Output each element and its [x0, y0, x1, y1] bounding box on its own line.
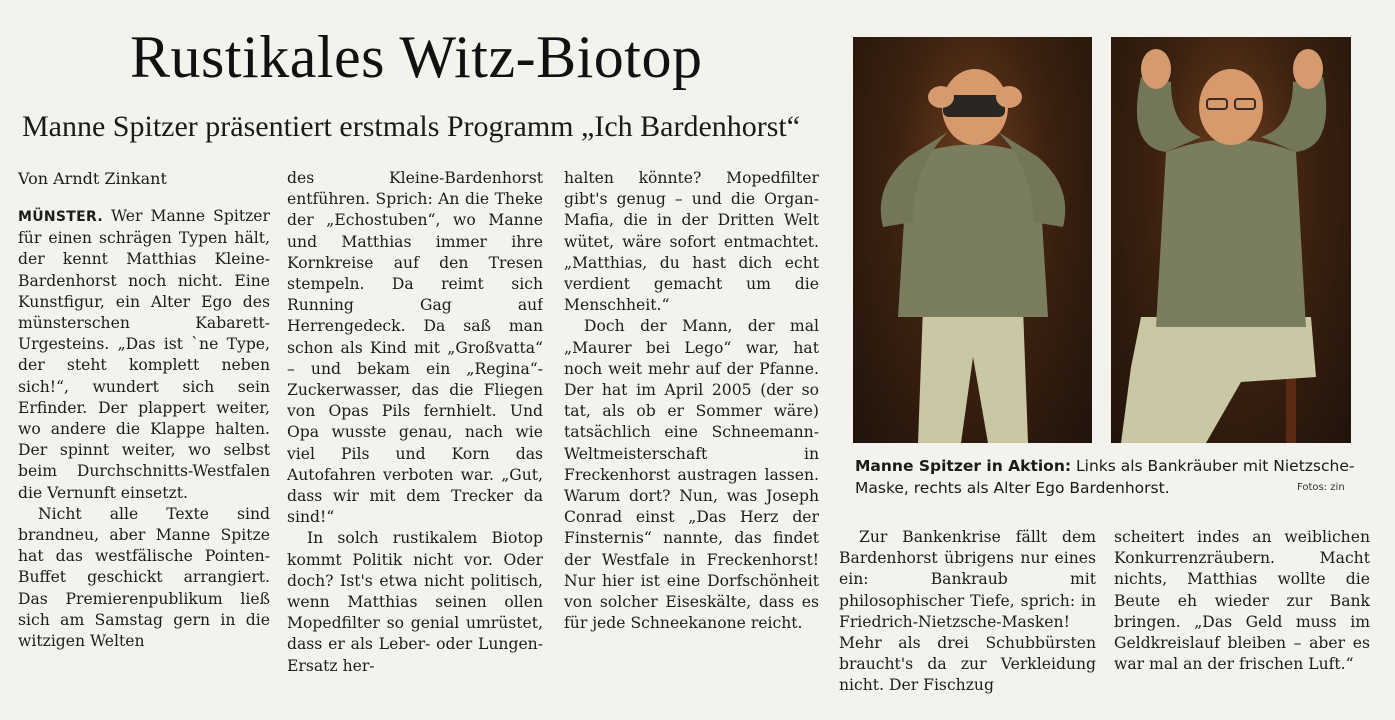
performer-illustration [1111, 37, 1351, 443]
dateline: MÜNSTER. [18, 209, 103, 225]
paragraph [18, 206, 270, 504]
photo-credit: Fotos: zin [1297, 482, 1345, 493]
article-column-1 [18, 206, 270, 706]
article-column-5 [1114, 527, 1370, 712]
subheadline: Manne Spitzer präsentiert erstmals Programm „Ich Bardenhorst“ [22, 110, 801, 143]
paragraph: des Kleine-Bardenhorst entführen. Sprich: An die Theke der „Echostuben“, wo Manne und Matthias immer ihre Kornkreise auf den Tresen stempeln. Da reimt sich Running Gag auf Herrengedeck. Da saß man schon als Kind mit „Großvatta“ – und bekam ein „Regina“-Zuckerwasser, das die Fliegen von Opas Pils fernhielt. Und Opa wusste genau, nach wie viel Pils und Korn das Autofahren verboten war. „Gut, dass wir mit dem Trecker da sind!“ [287, 169, 543, 527]
photo-bank-robber [853, 37, 1092, 443]
paragraph: Nicht alle Texte sind brandneu, aber Manne Spitze hat das westfälische Pointen-Buffet geschickt arrangiert. Das Premierenpublikum ließ sich am Samstag gern in die witzigen Welten [18, 504, 270, 651]
paragraph: Doch der Mann, der mal „Maurer bei Lego“ war, hat noch weit mehr auf der Pfanne. Der hat im April 2005 (der so tat, als ob er Sommer wäre) tatsächlich eine Schneemann-Weltmeisterschaft in Freckenhorst austragen lassen. Warum dort? Nun, was Joseph Conrad einst „Das Herz der Finsternis“ nannte, das findet der Westfale in Freckenhorst! Nur hier ist eine Dorfschönheit von solcher Eiseskälte, dass es für jede Schneekanone reicht. [564, 317, 819, 633]
byline: Von Arndt Zinkant [18, 169, 167, 188]
paragraph: In solch rustikalem Biotop kommt Politik nicht vor. Oder doch? Ist's etwa nicht politisch, wenn Matthias seinen ollen Mopedfilter so genial umrüstet, dass er als Leber- oder Lungen-Ersatz her- [287, 529, 543, 675]
article-column-4 [839, 527, 1096, 712]
paragraph: scheitert indes an weiblichen Konkurrenzräubern. Macht nichts, Matthias wollte die Beute eh wieder zur Bank bringen. „Das Geld muss im Geldkreislauf bleiben – aber es war mal an der frischen Luft.“ [1114, 528, 1370, 674]
caption-text: Links als Bankräuber mit Nietzsche-Maske, rechts als Alter Ego Bardenhorst. [855, 457, 1355, 497]
performer-illustration [853, 37, 1092, 443]
caption-lead: Manne Spitzer in Aktion: [855, 457, 1072, 475]
paragraph: halten könnte? Mopedfilter gibt's genug – und die Organ-Mafia, die in der Dritten Welt wütet, wäre sofort entmachtet. „Matthias, du hast dich echt verdient gemacht um die Menschheit.“ [564, 169, 819, 315]
headline: Rustikales Witz-Biotop [130, 24, 703, 90]
photo-caption [855, 455, 1355, 499]
paragraph: Zur Bankenkrise fällt dem Bardenhorst übrigens nur eines ein: Bankraub mit philosophischer Tiefe, sprich: in Friedrich-Nietzsche-Masken! Mehr als drei Schubbürsten braucht's da zur Verkleidung nicht. Der Fischzug [839, 528, 1096, 695]
article-column-2 [287, 168, 543, 708]
article-column-3 [564, 168, 819, 708]
paragraph-text: Wer Manne Spitzer für einen schrägen Typen hält, der kennt Matthias Kleine-Bardenhorst noch nicht. Eine Kunstfigur, ein Alter Ego des münsterschen Kabarett-Urgesteins. „Das ist `ne Type, der steht komplett neben sich!“, wundert sich sein Erfinder. Der plappert weiter, wo andere die Klappe halten. Der spinnt weiter, wo selbst beim Durchschnitts-Westfalen die Vernunft einsetzt. [18, 207, 270, 502]
photo-bardenhorst [1111, 37, 1351, 443]
